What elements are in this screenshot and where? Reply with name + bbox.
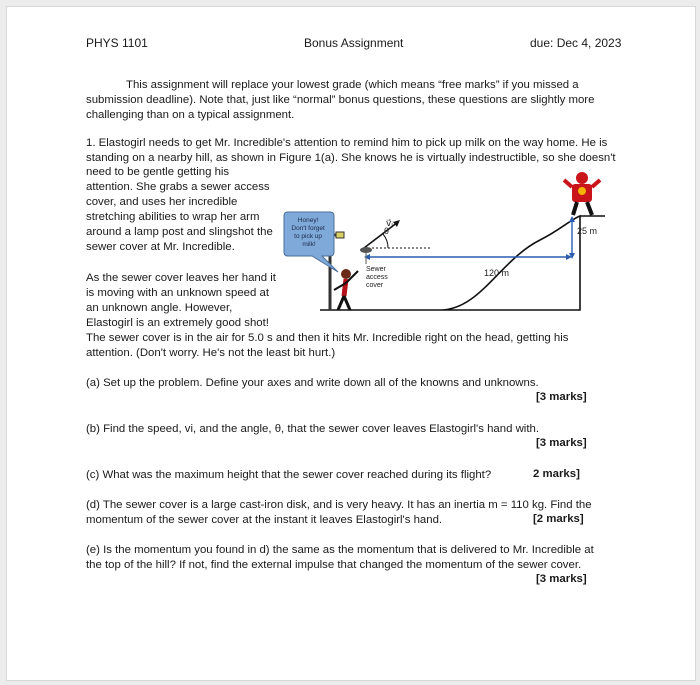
question-d-text: momentum of the sewer cover at the instant it leaves Elastogirl's hand.	[86, 514, 443, 526]
question-b-text: (b) Find the speed, vi, and the angle, θ, that the sewer cover leaves Elastogirl's hand with.	[86, 423, 539, 435]
velocity-label: v⃗ᵢ	[386, 218, 393, 228]
mr-incredible-figure	[564, 172, 600, 215]
svg-text:Honey! Don't forget: Honey! Don't forget to pick up milk!	[291, 217, 325, 248]
course-code: PHYS 1101	[86, 36, 148, 50]
due-date: due: Dec 4, 2023	[530, 36, 622, 50]
cover-label: Sewer access cover	[366, 266, 388, 289]
sewer-cover	[360, 247, 372, 253]
problem-text-line: an unknown angle. However,	[86, 302, 233, 314]
angle-arc	[383, 234, 388, 248]
question-c-text: (c) What was the maximum height that the sewer cover reached during its flight?	[86, 469, 492, 481]
problem-text-line: The sewer cover is in the air for 5.0 s and then it hits Mr. Incredible right on the head, getting his	[86, 332, 569, 344]
problem-text-line: Elastogirl is an extremely good shot!	[86, 317, 269, 329]
problem-figure	[280, 160, 610, 320]
problem-text-line: sewer cover at Mr. Incredible.	[86, 241, 235, 253]
question-c-marks: 2 marks]	[533, 468, 580, 480]
problem-text-line: is moving with an unknown speed at	[86, 287, 269, 299]
problem-text-line: stretching abilities to wrap her arm	[86, 211, 260, 223]
distance-arrow-head-left	[364, 254, 370, 260]
hill-outline	[320, 216, 580, 310]
intro-line: submission deadline). Note that, just like “normal” bonus questions, these questions are slightly more	[86, 94, 595, 106]
question-e-marks: [3 marks]	[536, 573, 587, 585]
question-d-text: (d) The sewer cover is a large cast-iron disk, and is very heavy. It has an inertia m = 110 kg. Find the	[86, 499, 592, 511]
distance-label: 120 m	[484, 268, 510, 278]
velocity-vector	[364, 222, 398, 248]
question-a-marks: [3 marks]	[536, 391, 587, 403]
elastogirl-figure	[334, 269, 358, 310]
question-b-marks: [3 marks]	[536, 437, 587, 449]
problem-text-line: cover, and uses her incredible	[86, 196, 238, 208]
height-label: 25 m	[577, 226, 598, 236]
problem-text-line: attention. She grabs a sewer access	[86, 181, 270, 193]
question-d-marks: [2 marks]	[533, 513, 584, 525]
problem-text-line: attention. (Don't worry. He's not the least bit hurt.)	[86, 347, 336, 359]
intro-line: challenging than on a typical assignment.	[86, 109, 295, 121]
angle-label: θ	[384, 226, 390, 236]
intro-line: This assignment will replace your lowest grade (which means “free marks” if you missed a	[126, 79, 579, 91]
problem-text-line: around a lamp post and slingshot the	[86, 226, 273, 238]
question-e-text: (e) Is the momentum you found in d) the same as the momentum that is delivered to Mr. Incredible at	[86, 544, 594, 556]
question-e-text: the top of the hill? If not, find the external impulse that changed the momentum of the sewer cover.	[86, 559, 582, 571]
problem-text-line: standing on a nearby hill, as shown in Figure 1(a). She knows he is virtually indestructible, so she doesn't	[86, 152, 616, 164]
assignment-title: Bonus Assignment	[304, 36, 404, 50]
problem-text-line: 1. Elastogirl needs to get Mr. Incredible's attention to remind him to pick up milk on the way home. He is	[86, 137, 608, 149]
problem-text-line: As the sewer cover leaves her hand it	[86, 272, 276, 284]
question-a-text: (a) Set up the problem. Define your axes and write down all of the knowns and unknowns.	[86, 377, 539, 389]
problem-text-line: need to be gentle getting his	[86, 166, 230, 178]
